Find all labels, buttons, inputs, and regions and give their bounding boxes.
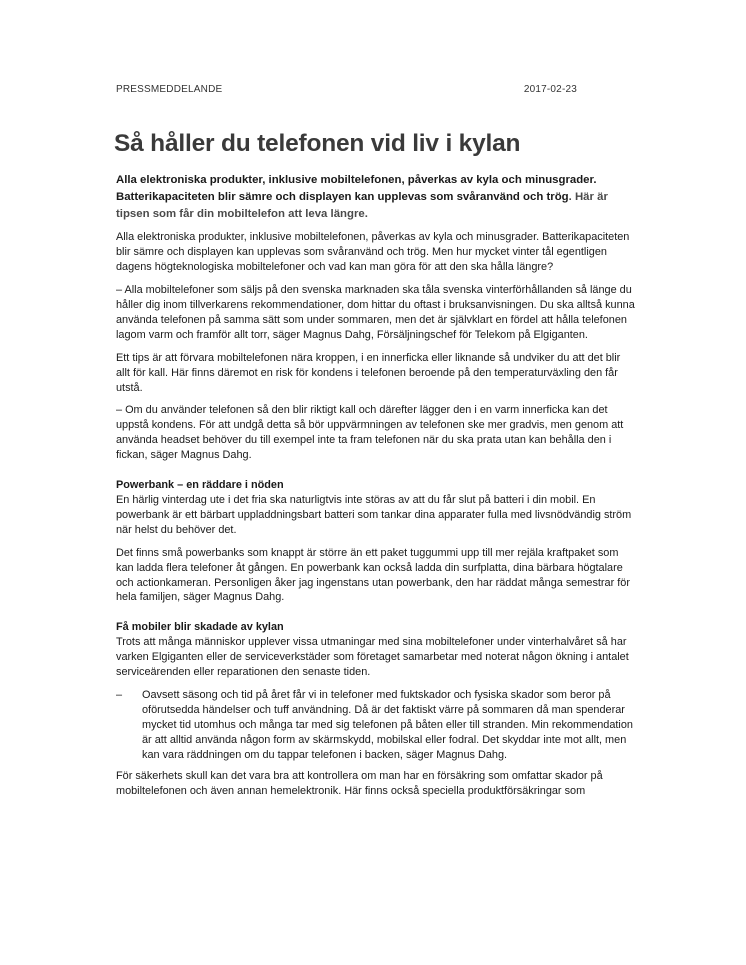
powerbank-section bbox=[116, 478, 636, 538]
article-body bbox=[116, 172, 636, 807]
paragraph-insurance: För säkerhets skull kan det vara bra att kontrollera om man har en försäkring som omfattar skador på mobiltelefonen och även annan hemelektronik. Här finns också speciella produktförsäkringar som bbox=[116, 770, 603, 798]
list-item-text: Oavsett säsong och tid på året får vi in telefoner med fuktskador och fysiska skador som beror på oförutsedda händelser och tuff användning. Då är det faktiskt värre på sommaren då man spenderar mycket tid utomhus och många tar med sig telefonen på båten eller till stranden. Min rekommendation är att alltid använda någon form av skärmskydd, mobilskal eller fodral. Det skyddar inte mot allt, men kan vara räddningen om du tappar telefonen i backen, säger Magnus Dahg. bbox=[142, 688, 633, 761]
document-header bbox=[116, 84, 577, 95]
damage-section bbox=[116, 620, 636, 680]
paragraph-powerbank-quote: Det finns små powerbanks som knappt är större än ett paket tuggummi upp till mer rejäla kraftpaket som kan ladda flera telefoner åt gången. En powerbank kan också ladda din surfplatta, dina bärbara högtalare och actionkameran. Personligen åker jag ingenstans utan powerbank, den har räddat många semestrar för hela familjen, säger Magnus Dahg. bbox=[116, 546, 630, 604]
section-heading-damage: Få mobiler blir skadade av kylan bbox=[116, 621, 284, 634]
lead-text: Alla elektroniska produkter, inklusive mobiltelefonen, påverkas av kyla och minusgrader. Batterikapaciteten blir sämre och displayen kan upplevas som svåranvänd och trög bbox=[116, 174, 597, 203]
document-date: 2017-02-23 bbox=[523, 84, 577, 95]
paragraph-damage-intro: Trots att många människor upplever vissa utmaningar med sina mobiltelefoner under vinterhalvåret så har varken Elgiganten eller de serviceverkstäder som företaget samarbetar med noterat någon ökning i antalet serviceärenden eller reparationen den senaste tiden. bbox=[116, 636, 629, 679]
page-title: Så håller du telefonen vid liv i kylan bbox=[114, 130, 521, 157]
paragraph-quote-1: – Alla mobiltelefoner som säljs på den svenska marknaden ska tåla svenska vinterförhållanden så länge du håller dig inom tillverkarens rekommendationer, dom hittar du oftast i bruksanvisningen. Du ska alltså kunna använda telefonen på samma sätt som under sommaren, men det är självklart en fördel att hålla telefonen lagom varm och framför allt torr, säger Magnus Dahg, Försäljningschef för Telekom på Elgiganten. bbox=[116, 284, 635, 341]
document-type-label: PRESSMEDDELANDE bbox=[116, 84, 223, 95]
paragraph-intro: Alla elektroniska produkter, inklusive mobiltelefonen, påverkas av kyla och minusgrader. Batterikapaciteten blir sämre och displayen kan upplevas som svåranvänd och trög. Men hur mycket vinter tål egentligen dagens högteknologiska mobiltelefoner och vad kan man göra för att den ska hålla längre? bbox=[116, 231, 630, 274]
list-item bbox=[116, 688, 636, 763]
paragraph-tip: Ett tips är att förvara mobiltelefonen nära kroppen, i en innerficka eller liknande så undviker du att det blir allt för kall. Här finns däremot en risk för kondens i telefonen beroende på den temperaturväxling den får utstå. bbox=[116, 351, 621, 394]
lead-paragraph bbox=[116, 172, 636, 222]
paragraph-powerbank-intro: En härlig vinterdag ute i det fria ska naturligtvis inte störas av att du får slut på batteri i din mobil. En powerbank är ett bärbart uppladdningsbart batteri som tankar dina apparater fulla med livsnödvändig ström när helst du behöver det. bbox=[116, 493, 632, 536]
paragraph-quote-2: – Om du använder telefonen så den blir riktigt kall och därefter lägger den i en varm innerficka kan det uppstå kondens. För att undgå detta så bör uppvärmningen av telefonen ske mer gradvis, men genom att använda headset behöver du till exempel inte ta fram telefonen när du ska prata utan kan behålla den i fickan, säger Magnus Dahg. bbox=[116, 404, 624, 462]
list-dash: – bbox=[116, 688, 123, 701]
section-heading-powerbank: Powerbank – en räddare i nöden bbox=[116, 479, 284, 492]
quote-list bbox=[116, 688, 636, 763]
lead-tail-text: . Här är tipsen som får din mobiltelefon att leva längre. bbox=[116, 190, 608, 220]
